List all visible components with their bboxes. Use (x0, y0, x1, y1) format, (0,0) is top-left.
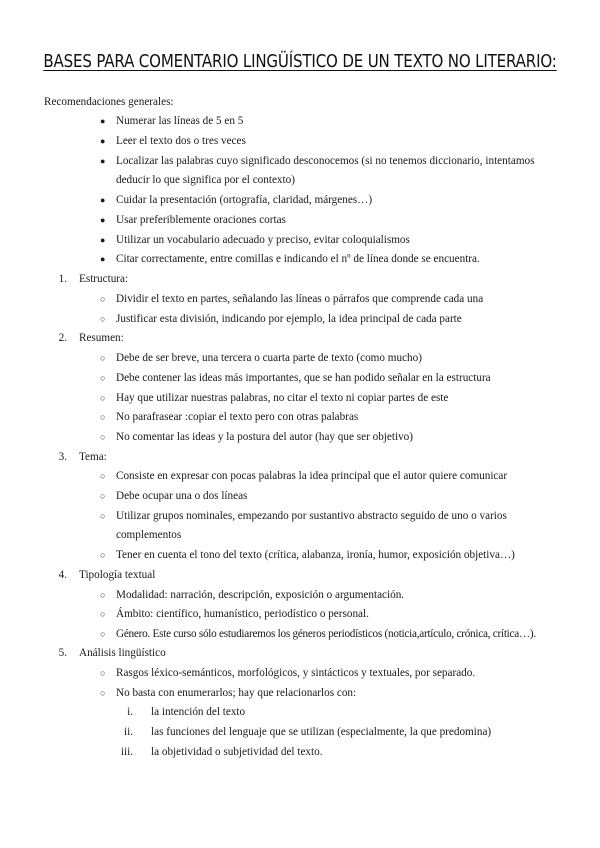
circle-bullet-icon: ○ (100, 294, 106, 304)
section-number: 4. (58, 569, 67, 581)
bullet-dot-icon: ● (100, 254, 106, 264)
list-item: Debe de ser breve, una tercera o cuarta parte de texto (como mucho) (116, 352, 422, 364)
subitem-number: i. (127, 706, 133, 718)
section-heading: Estructura: (79, 273, 129, 285)
list-item: Usar preferiblemente oraciones cortas (116, 214, 286, 226)
section-heading: Tema: (79, 451, 107, 463)
list-item: Modalidad: narración, descripción, exposición o argumentación. (116, 589, 405, 601)
circle-bullet-icon: ○ (100, 373, 106, 383)
list-item: Consiste en expresar con pocas palabras la idea principal que el autor quiere comunicar (116, 470, 508, 482)
circle-bullet-icon: ○ (100, 314, 106, 324)
list-item: No basta con enumerarlos; hay que relacionarlos con: (116, 687, 357, 699)
circle-bullet-icon: ○ (100, 688, 106, 698)
list-item: Género. Este curso sólo estudiaremos los géneros periodísticos (noticia,artículo, crónica, crítica…). (116, 628, 536, 640)
circle-bullet-icon: ○ (100, 629, 106, 639)
section-number: 1. (58, 273, 67, 285)
bullet-dot-icon: ● (100, 156, 106, 166)
list-item: Dividir el texto en partes, señalando las líneas o párrafos que comprende cada una (116, 293, 484, 305)
section-number: 3. (58, 451, 67, 463)
circle-bullet-icon: ○ (100, 491, 106, 501)
section-number: 2. (58, 332, 67, 344)
subitem-number: iii. (120, 746, 133, 758)
list-item: No parafrasear :copiar el texto pero con otras palabras (116, 411, 359, 423)
circle-bullet-icon: ○ (100, 550, 106, 560)
list-item: Hay que utilizar nuestras palabras, no citar el texto ni copiar partes de este (116, 392, 449, 404)
circle-bullet-icon: ○ (100, 432, 106, 442)
circle-bullet-icon: ○ (100, 590, 106, 600)
section-number: 5. (58, 647, 67, 659)
bullet-dot-icon: ● (100, 136, 106, 146)
circle-bullet-icon: ○ (100, 609, 106, 619)
bullet-dot-icon: ● (100, 235, 106, 245)
bullet-dot-icon: ● (100, 215, 106, 225)
circle-bullet-icon: ○ (100, 511, 106, 521)
bullet-dot-icon: ● (100, 195, 106, 205)
list-item: Debe ocupar una o dos líneas (116, 490, 248, 502)
section-heading: Resumen: (79, 332, 124, 344)
list-item: Debe contener las ideas más importantes, que se han podido señalar en la estructura (116, 372, 491, 384)
list-item: Rasgos léxico-semánticos, morfológicos, y sintácticos y textuales, por separado. (116, 667, 476, 679)
list-item-continuation: deducir lo que significa por el contexto) (116, 174, 295, 186)
list-item: Leer el texto dos o tres veces (116, 135, 246, 147)
section-heading: Análisis lingüístico (79, 647, 166, 659)
subitem: la objetividad o subjetividad del texto. (151, 746, 323, 758)
list-item: No comentar las ideas y la postura del autor (hay que ser objetivo) (116, 431, 413, 443)
list-item-continuation: complementos (116, 529, 182, 541)
circle-bullet-icon: ○ (100, 471, 106, 481)
list-item: Justificar esta división, indicando por ejemplo, la idea principal de cada parte (116, 313, 462, 325)
circle-bullet-icon: ○ (100, 668, 106, 678)
list-item: Citar correctamente, entre comillas e indicando el nº de línea donde se encuentra. (116, 253, 480, 265)
circle-bullet-icon: ○ (100, 393, 106, 403)
page-title: BASES PARA COMENTARIO LINGÜÍSTICO DE UN TEXTO NO LITERARIO: (43, 52, 557, 72)
bullet-dot-icon: ● (100, 116, 106, 126)
subitem: las funciones del lenguaje que se utilizan (especialmente, la que predomina) (151, 726, 492, 738)
list-item: Utilizar grupos nominales, empezando por sustantivo abstracto seguido de uno o varios (116, 510, 507, 522)
list-item: Utilizar un vocabulario adecuado y preciso, evitar coloquialismos (116, 234, 410, 246)
list-item: Tener en cuenta el tono del texto (crítica, alabanza, ironía, humor, exposición objetiva…) (116, 549, 515, 561)
subitem-number: ii. (123, 726, 133, 738)
circle-bullet-icon: ○ (100, 353, 106, 363)
circle-bullet-icon: ○ (100, 412, 106, 422)
list-item: Numerar las líneas de 5 en 5 (116, 115, 244, 127)
subitem: la intención del texto (151, 706, 246, 718)
list-item: Localizar las palabras cuyo significado desconocemos (si no tenemos diccionario, intentamos (116, 155, 535, 167)
section-heading: Tipología textual (79, 569, 156, 581)
intro-label: Recomendaciones generales: (44, 96, 174, 108)
list-item: Ámbito: científico, humanístico, periodístico o personal. (116, 608, 369, 620)
list-item: Cuidar la presentación (ortografía, claridad, márgenes…) (116, 194, 373, 206)
